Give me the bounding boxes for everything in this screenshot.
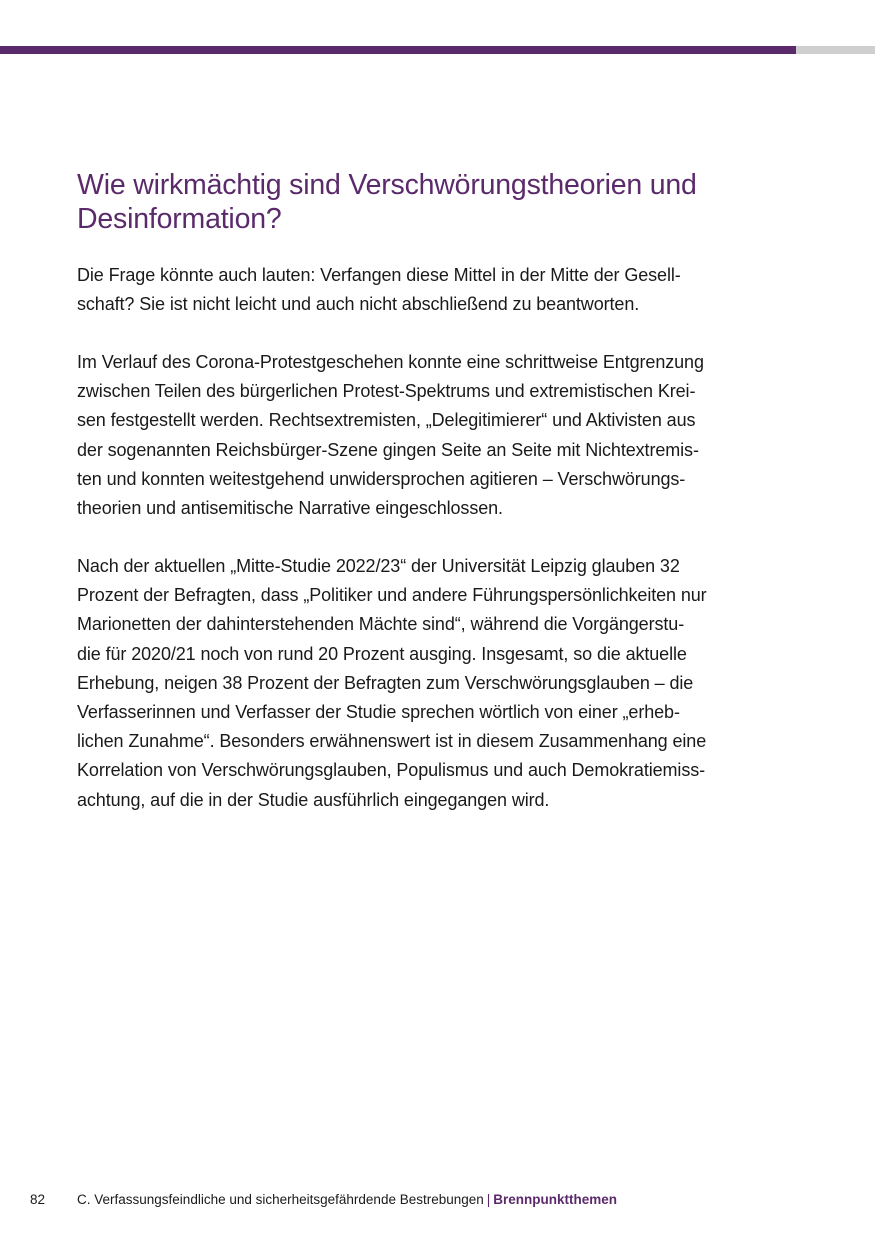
text-line: Erhebung, neigen 38 Prozent der Befragten zum Verschwörungsglauben – die <box>77 672 694 693</box>
text-line: Nach der aktuellen „Mitte-Studie 2022/23“ der Universität Leipzig glauben 32 <box>77 556 680 576</box>
text-line: Die Frage könnte auch lauten: Verfangen diese Mittel in der Mitte der Gesell- <box>77 265 681 285</box>
heading-line: Desinformation? <box>77 203 282 235</box>
page-heading <box>77 168 797 236</box>
text-line: Korrelation von Verschwörungsglauben, Populismus und auch Demokratiemiss- <box>77 760 706 781</box>
text-line: Marionetten der dahinterstehenden Mächte sind“, während die Vorgängerstu- <box>77 614 685 635</box>
text-line: der sogenannten Reichsbürger-Szene gingen Seite an Seite mit Nichtextremis- <box>77 439 699 460</box>
text-line: die für 2020/21 noch von rund 20 Prozent ausging. Insgesamt, so die aktuelle <box>77 643 687 664</box>
text-line: lichen Zunahme“. Besonders erwähnenswert ist in diesem Zusammenhang eine <box>77 731 707 752</box>
text-line: ten und konnten weitestgehend unwidersprochen agitieren – Verschwörungs- <box>77 468 686 489</box>
paragraph-3 <box>77 552 797 815</box>
footer-separator: | <box>486 1192 491 1207</box>
text-line: Prozent der Befragten, dass „Politiker und andere Führungspersönlichkeiten nur <box>77 585 707 606</box>
footer-running-title <box>77 1190 617 1210</box>
footer-section: Brennpunktthemen <box>493 1192 618 1207</box>
header-gray-bar <box>796 46 875 54</box>
text-line: schaft? Sie ist nicht leicht und auch nicht abschließend zu beantworten. <box>77 294 640 315</box>
text-line: sen festgestellt werden. Rechtsextremisten, „Delegitimierer“ und Aktivisten aus <box>77 410 696 431</box>
paragraph-2 <box>77 348 797 523</box>
page-number: 82 <box>30 1192 46 1207</box>
text-line: Im Verlauf des Corona-Protestgeschehen konnte eine schrittweise Entgrenzung <box>77 352 704 372</box>
paragraph-1 <box>77 261 797 319</box>
page-footer <box>0 1190 875 1210</box>
header-accent-bar <box>0 46 796 54</box>
text-line: Verfasserinnen und Verfasser der Studie sprechen wörtlich von einer „erheb- <box>77 702 680 723</box>
footer-chapter: C. Verfassungsfeindliche und sicherheitsgefährdende Bestrebungen <box>77 1192 484 1207</box>
text-line: achtung, auf die in der Studie ausführlich eingegangen wird. <box>77 789 550 810</box>
heading-line: Wie wirkmächtig sind Verschwörungstheorien und <box>77 169 697 201</box>
text-line: theorien und antisemitische Narrative eingeschlossen. <box>77 498 503 519</box>
text-line: zwischen Teilen des bürgerlichen Protest-Spektrums und extremistischen Krei- <box>77 381 696 402</box>
